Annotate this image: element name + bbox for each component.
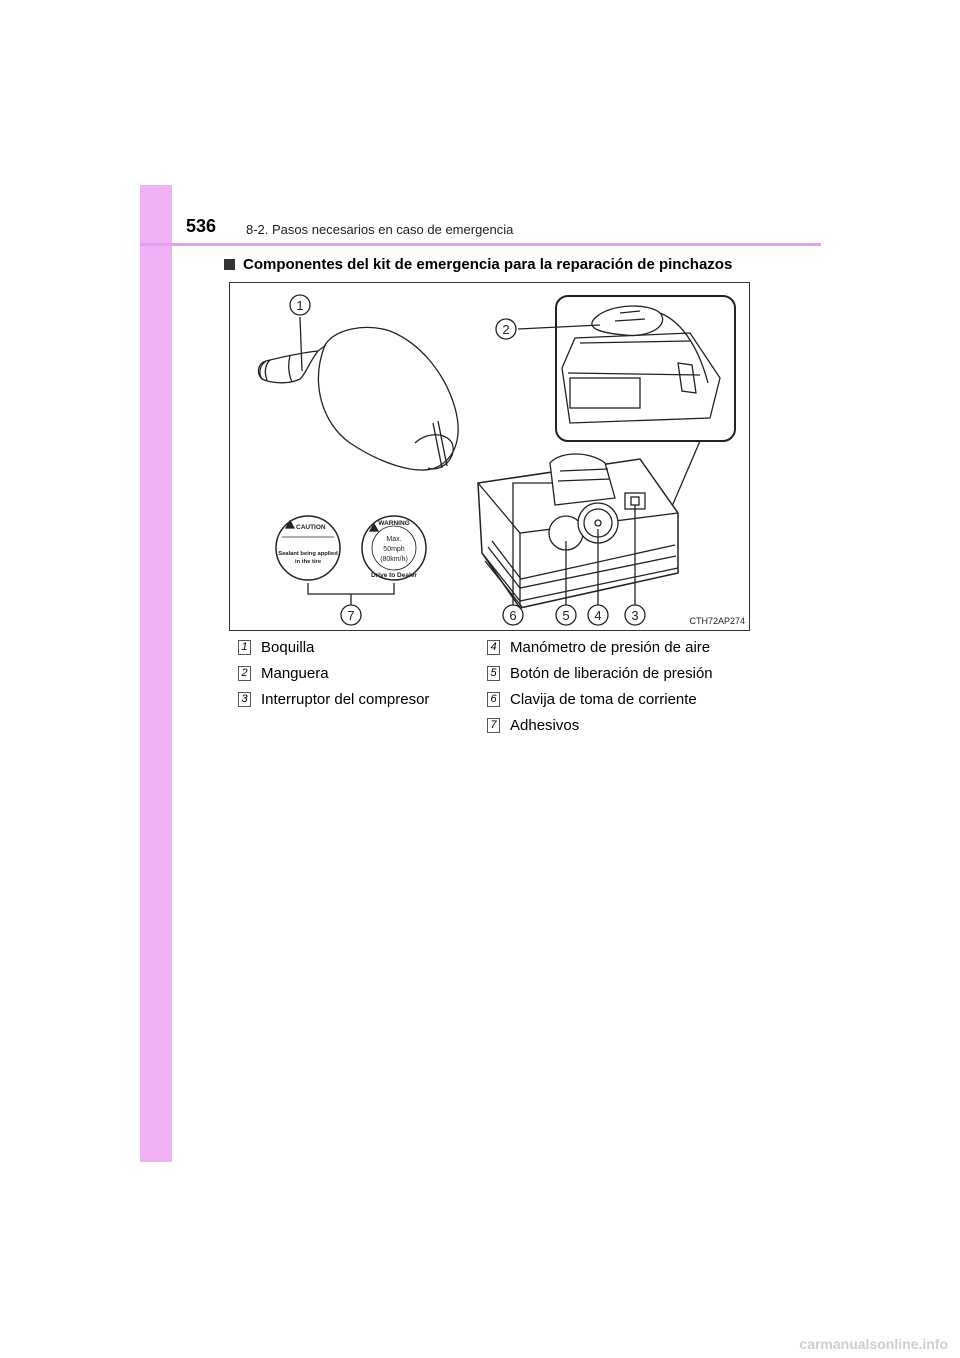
svg-text:5: 5 <box>562 608 570 623</box>
legend-label: Clavija de toma de corriente <box>510 690 697 708</box>
legend-item <box>238 686 429 712</box>
section-title-text: Componentes del kit de emergencia para la reparación de pinchazos <box>243 256 733 273</box>
warning-line1: Max. <box>386 536 402 543</box>
legend-label: Manguera <box>261 664 329 682</box>
legend-item <box>487 634 713 660</box>
section-title <box>224 256 732 273</box>
legend-number-badge: 1 <box>238 640 251 655</box>
legend-number-badge: 7 <box>487 718 500 733</box>
svg-text:1: 1 <box>296 298 304 313</box>
footer-watermark[interactable]: carmanualsonline.info <box>799 1336 948 1352</box>
legend-item <box>238 660 429 686</box>
warning-sticker <box>362 516 426 580</box>
caution-heading: CAUTION <box>296 524 326 531</box>
legend-label: Boquilla <box>261 638 315 656</box>
svg-text:7: 7 <box>347 608 355 623</box>
page-number: 536 <box>186 216 217 236</box>
page-sidebar-tab <box>140 185 172 1162</box>
legend-item <box>487 660 713 686</box>
callout-1 <box>290 295 310 315</box>
legend-label: Interruptor del compresor <box>261 690 430 708</box>
svg-text:2: 2 <box>502 322 510 337</box>
caution-line2: in the tire <box>294 559 322 565</box>
legend-item <box>487 712 713 738</box>
compressor-unit <box>478 454 678 608</box>
svg-text:6: 6 <box>509 608 517 623</box>
figure-code: CTH72AP274 <box>689 616 745 626</box>
stickers-bracket <box>308 583 394 605</box>
square-bullet-icon <box>224 259 235 270</box>
callout-3 <box>625 605 645 625</box>
legend-number-badge: 3 <box>238 692 251 707</box>
callout-6 <box>503 605 523 625</box>
legend-number-badge: 2 <box>238 666 251 681</box>
legend-item <box>238 634 429 660</box>
svg-text:4: 4 <box>594 608 602 623</box>
warning-line3: (80km/h) <box>380 556 408 563</box>
callout-5 <box>556 605 576 625</box>
kit-illustration <box>229 282 750 631</box>
legend-item <box>487 686 713 712</box>
hose-inset <box>556 296 735 441</box>
header-rule <box>140 243 821 246</box>
svg-text:3: 3 <box>631 608 639 623</box>
legend-number-badge: 5 <box>487 666 500 681</box>
warning-line2: 50mph <box>383 546 405 553</box>
legend-left <box>238 634 429 712</box>
sealant-bottle <box>259 327 459 470</box>
warning-heading: WARNING <box>378 520 410 527</box>
legend-right <box>487 634 713 738</box>
legend-number-badge: 4 <box>487 640 500 655</box>
kit-drawing <box>230 283 749 630</box>
callout-4 <box>588 605 608 625</box>
callout-2 <box>496 319 516 339</box>
running-head: 8-2. Pasos necesarios en caso de emergencia <box>246 222 514 237</box>
legend-label: Adhesivos <box>510 716 580 734</box>
warning-footer: Drive to Dealer <box>371 572 417 579</box>
caution-sticker <box>276 516 340 580</box>
legend-number-badge: 6 <box>487 692 500 707</box>
legend-label: Manómetro de presión de aire <box>510 638 711 656</box>
caution-line1: Sealant being applied <box>278 551 338 557</box>
legend-label: Botón de liberación de presión <box>510 664 713 682</box>
callout-7 <box>341 605 361 625</box>
